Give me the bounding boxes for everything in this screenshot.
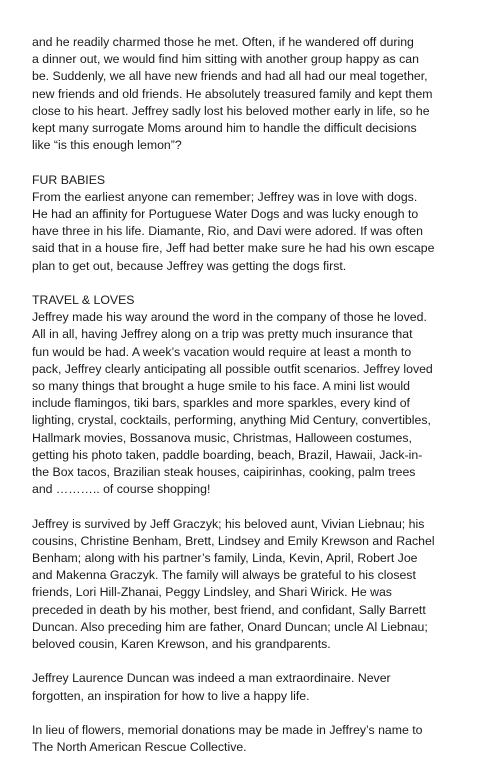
section-fur-babies xyxy=(32,172,477,275)
obituary-page xyxy=(32,34,477,774)
survived-by-paragraph: Jeffrey is survived by Jeff Graczyk; his beloved aunt, Vivian Liebnau; his cousins, Christine Benham, Brett, Lindsey and Emily Krewson and Rachel Benham; along with his partner’s family, Linda, Kevin, April, Robert Joe and Makenna Graczyk. The family will always be grateful to his closest friends, Lori Hill-Zhanai, Peggy Lindsley, and Shari Wirick. He was preceded in death by his mother, best friend, and confidant, Sally Barrett Duncan. Also preceding him are father, Onard Duncan; uncle Al Liebnau; beloved cousin, Karen Krewson, and his grandparents. xyxy=(32,516,435,652)
section-travel-loves xyxy=(32,292,477,498)
section-body-fur-babies: From the earliest anyone can remember; Jeffrey was in love with dogs. He had an affinity for Portuguese Water Dogs and was lucky enough to have three in his life. Diamante, Rio, and Davi were adored. If was often said that in a house fire, Jeff had better make sure he had his own escape plan to get out, because Jeffrey was getting the dogs first. xyxy=(32,189,435,273)
memorial-donations-paragraph: In lieu of flowers, memorial donations may be made in Jeffrey’s name to The North American Rescue Collective. xyxy=(32,723,423,755)
section-heading-fur-babies: FUR BABIES xyxy=(32,172,106,187)
intro-paragraph: and he readily charmed those he met. Often, if he wandered off during a dinner out, we would find him sitting with another group happy as can be. Suddenly, we all have new friends and had all had our meal together, new friends and old friends. He absolutely treasured family and kept them close to his heart. Jeffrey sadly lost his beloved mother early in life, so he kept many surrogate Moms around him to handle the difficult decisions like “is this enough lemon”? xyxy=(32,35,433,153)
section-heading-travel-loves: TRAVEL & LOVES xyxy=(32,293,135,308)
extraordinaire-paragraph: Jeffrey Laurence Duncan was indeed a man extraordinaire. Never forgotten, an inspiration for how to live a happy life. xyxy=(32,671,391,703)
section-body-travel-loves: Jeffrey made his way around the word in the company of those he loved. All in all, having Jeffrey along on a trip was pretty much insurance that fun would be had. A week’s vacation would require at least a month to pack, Jeffrey clearly anticipating all possible outfit scenarios. Jeffrey loved so many things that brought a huge smile to his face. A mini list would include flamingos, tiki bars, sparkles and more sparkles, every kind of lighting, crystal, cocktails, performing, anything Mid Century, convertibles, Hallmark movies, Bossanova music, Christmas, Halloween costumes, getting his photo taken, paddle boarding, beach, Brazil, Hawaii, Jack-in- the Box tacos, Brazilian steak houses, caipirinhas, cooking, palm trees and ……….. of course shopping! xyxy=(32,310,433,497)
